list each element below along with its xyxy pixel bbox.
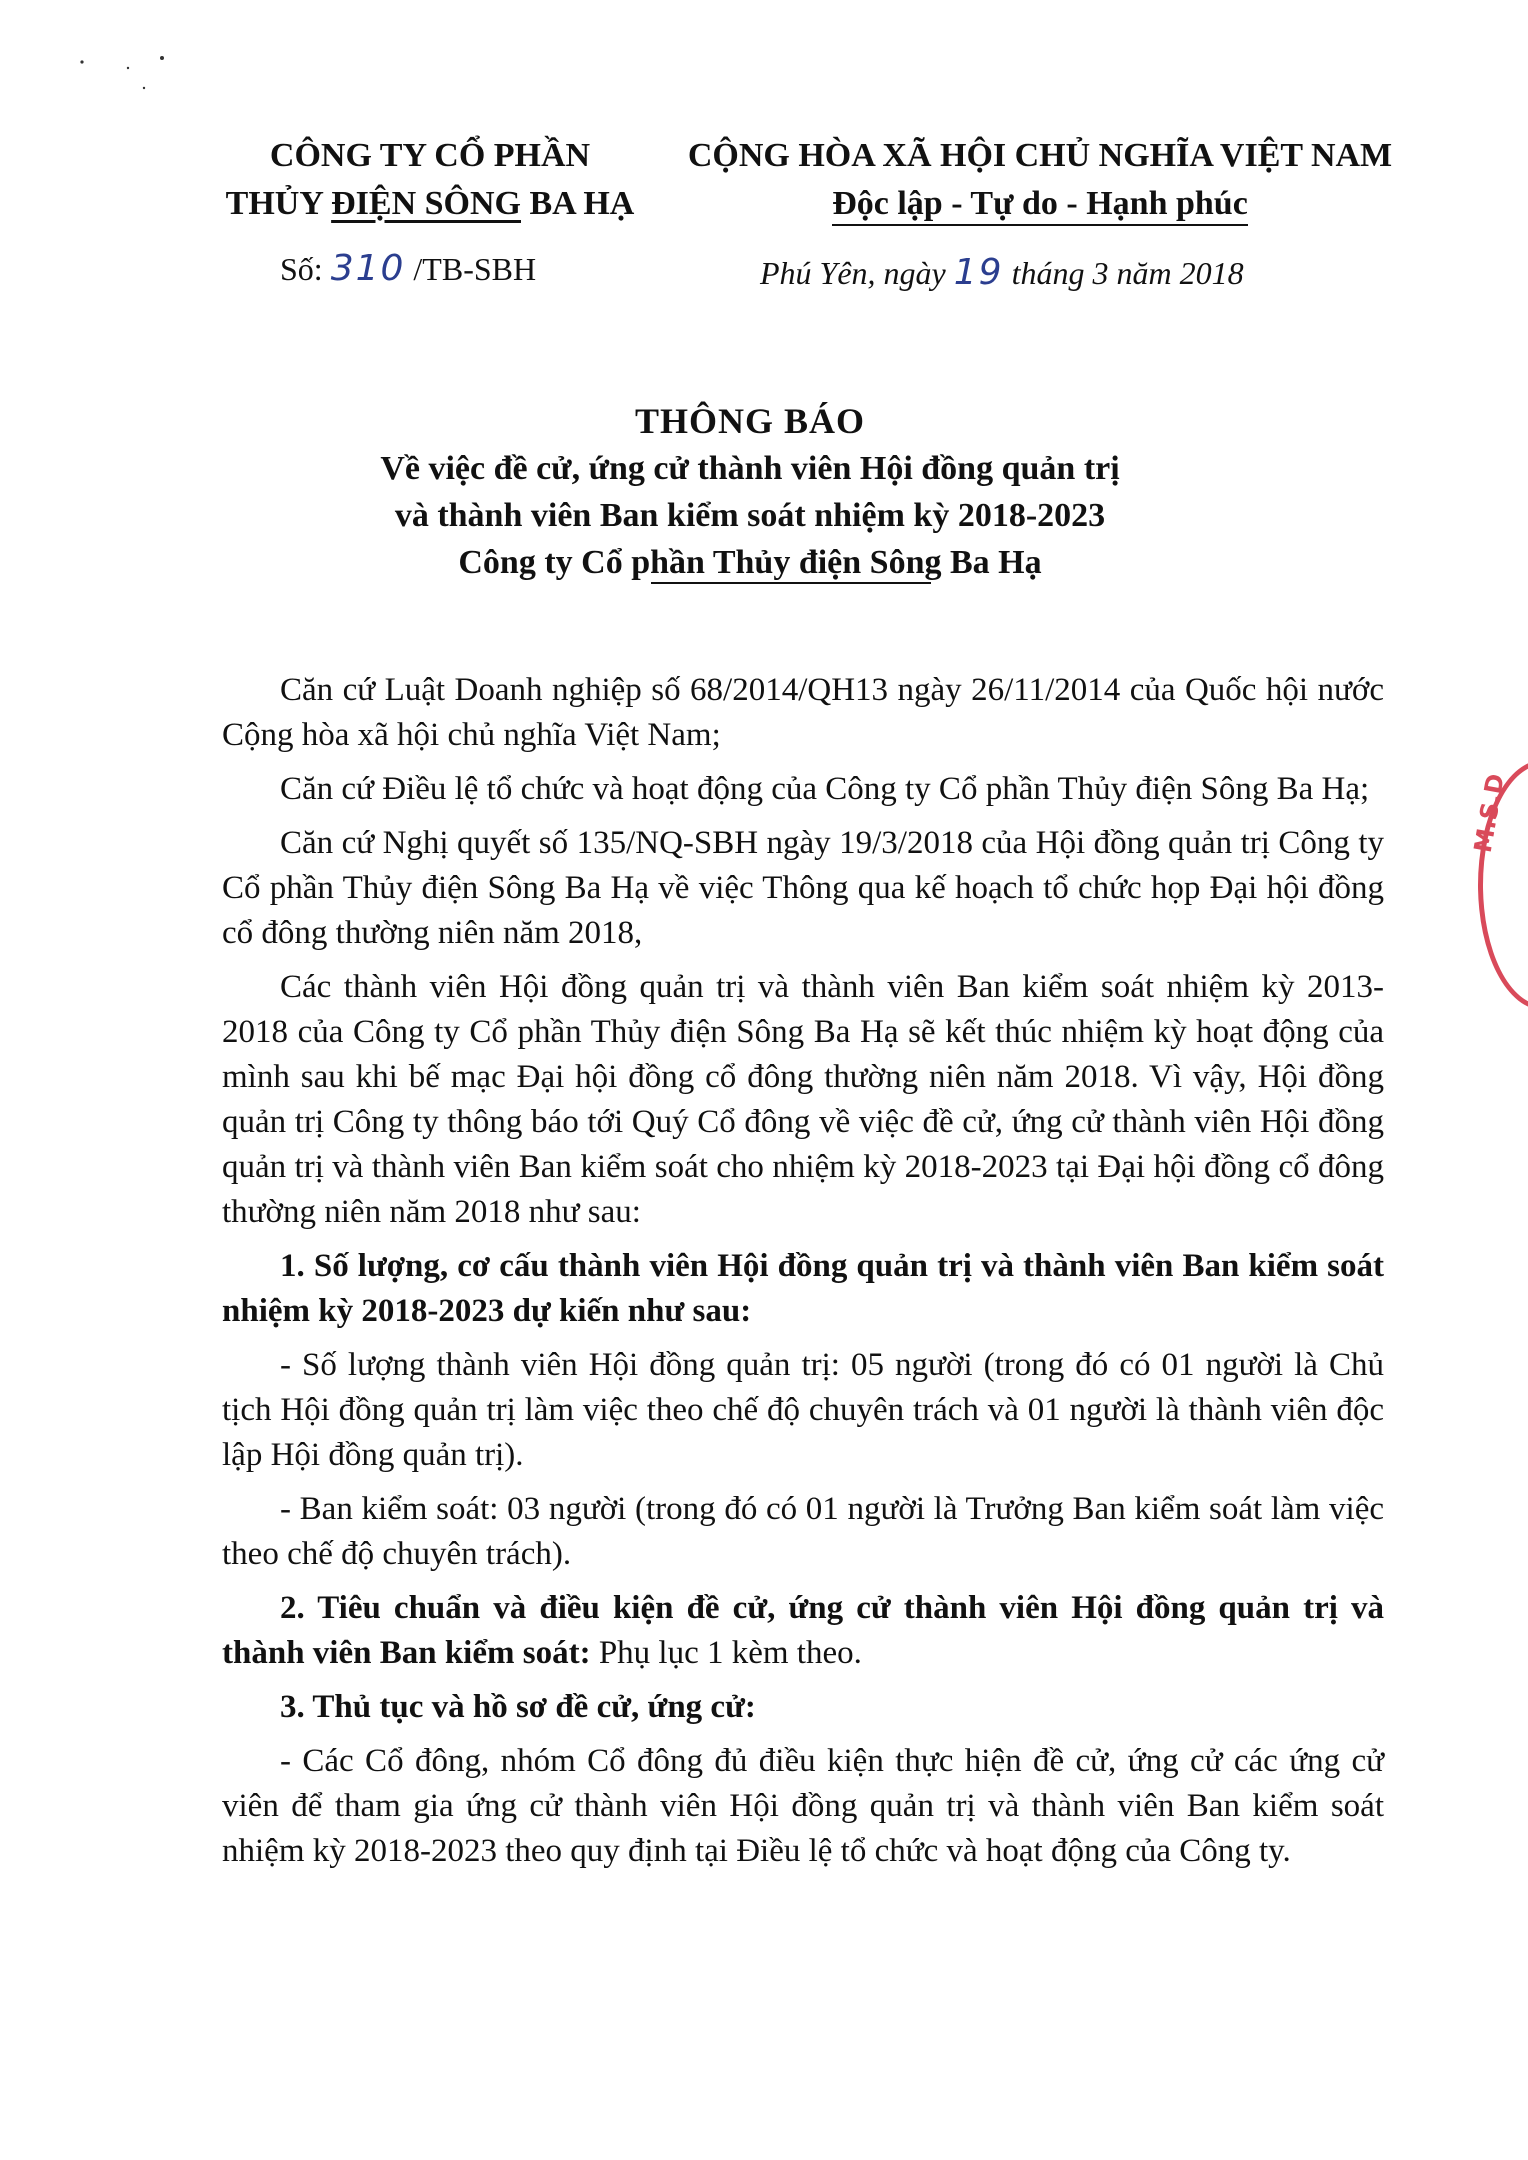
title-line-2: và thành viên Ban kiểm soát nhiệm kỳ 2018-2023	[394, 497, 1106, 534]
paragraph-legal-basis-3: Căn cứ Nghị quyết số 135/NQ-SBH ngày 19/3/2018 của Hội đồng quản trị Công ty Cổ phần Thủy điện Sông Ba Hạ về việc Thông qua kế hoạch tổ chức họp Đại hội đồng cổ đông thường niên năm 2018,	[222, 825, 1384, 951]
date-suffix: tháng 3 năm 2018	[1011, 255, 1244, 291]
ref-prefix: Số:	[280, 251, 323, 287]
handwritten-ref-number: 310	[330, 248, 406, 289]
title-main: THÔNG BÁO	[634, 401, 866, 441]
section-heading-3: 3. Thủ tục và hồ sơ đề cử, ứng cử:	[280, 1689, 756, 1725]
title-line-3: Công ty Cổ phần Thủy điện Sông Ba Hạ	[458, 544, 1042, 581]
document-body	[222, 668, 1384, 1883]
paragraph-intro: Các thành viên Hội đồng quản trị và thành viên Ban kiểm soát nhiệm kỳ 2013-2018 của Công ty Cổ phần Thủy điện Sông Ba Hạ sẽ kết thúc nhiệm kỳ hoạt động của mình sau khi bế mạc Đại hội đồng cổ đông thường niên năm 2018. Vì vậy, Hội đồng quản trị Công ty thông báo tới Quý Cổ đông về việc đề cử, ứng cử thành viên Hội đồng quản trị và thành viên Ban kiểm soát cho nhiệm kỳ 2018-2023 tại Đại hội đồng cổ đông thường niên năm 2018 như sau:	[222, 969, 1384, 1230]
company-name-line1: CÔNG TY CỔ PHẦN	[269, 137, 591, 174]
section-heading-2-bold: 2. Tiêu chuẩn và điều kiện đề cử, ứng cử thành viên Hội đồng quản trị và thành viên Ban kiểm soát:	[222, 1590, 1384, 1671]
ref-suffix: /TB-SBH	[413, 251, 537, 287]
handwritten-date-day: 19	[953, 252, 1004, 293]
paragraph-legal-basis-1: Căn cứ Luật Doanh nghiệp số 68/2014/QH13 ngày 26/11/2014 của Quốc hội nước Cộng hòa xã hội chủ nghĩa Việt Nam;	[222, 672, 1384, 753]
bullet-nomination: - Các Cổ đông, nhóm Cổ đông đủ điều kiện thực hiện đề cử, ứng cử các ứng cử viên để tham gia ứng cử thành viên Hội đồng quản trị và thành viên Ban kiểm soát nhiệm kỳ 2018-2023 theo quy định tại Điều lệ tổ chức và hoạt động của Công ty.	[222, 1743, 1384, 1869]
company-name-underlined: ĐIỆN SÔNG	[331, 185, 521, 222]
motto-line	[680, 180, 1400, 228]
section-heading-2-rest: Phụ lục 1 kèm theo.	[590, 1635, 862, 1671]
national-header	[680, 132, 1400, 228]
company-name-line2	[180, 180, 680, 228]
bullet-board-members: - Số lượng thành viên Hội đồng quản trị: 05 người (trong đó có 01 người là Chủ tịch Hội đồng quản trị làm việc theo chế độ chuyên trách và 01 người là thành viên độc lập Hội đồng quản trị).	[222, 1347, 1384, 1473]
company-name-part: THỦY	[225, 185, 332, 222]
stamp-lettering: M.S.D	[1468, 771, 1511, 855]
country-name: CỘNG HÒA XÃ HỘI CHỦ NGHĨA VIỆT NAM	[687, 137, 1393, 174]
date-prefix: Phú Yên, ngày	[760, 255, 946, 291]
section-heading-2	[222, 1586, 1384, 1676]
issuer-block	[180, 132, 680, 228]
section-heading-1: 1. Số lượng, cơ cấu thành viên Hội đồng quản trị và thành viên Ban kiểm soát nhiệm kỳ 2018-2023 dự kiến như sau:	[222, 1248, 1384, 1329]
motto: Độc lập - Tự do - Hạnh phúc	[832, 185, 1248, 226]
company-name-part: BA HẠ	[521, 185, 635, 222]
scan-specks	[70, 40, 190, 100]
document-date	[760, 252, 1244, 293]
title-line-1: Về việc đề cử, ứng cử thành viên Hội đồng quản trị	[380, 450, 1120, 487]
document-title	[250, 398, 1250, 586]
document-number	[280, 248, 536, 289]
paragraph-legal-basis-2: Căn cứ Điều lệ tổ chức và hoạt động của Công ty Cổ phần Thủy điện Sông Ba Hạ;	[280, 771, 1370, 807]
bullet-supervisory-board: - Ban kiểm soát: 03 người (trong đó có 01 người là Trưởng Ban kiểm soát làm việc theo chế độ chuyên trách).	[222, 1491, 1384, 1572]
title-underline	[651, 582, 931, 584]
